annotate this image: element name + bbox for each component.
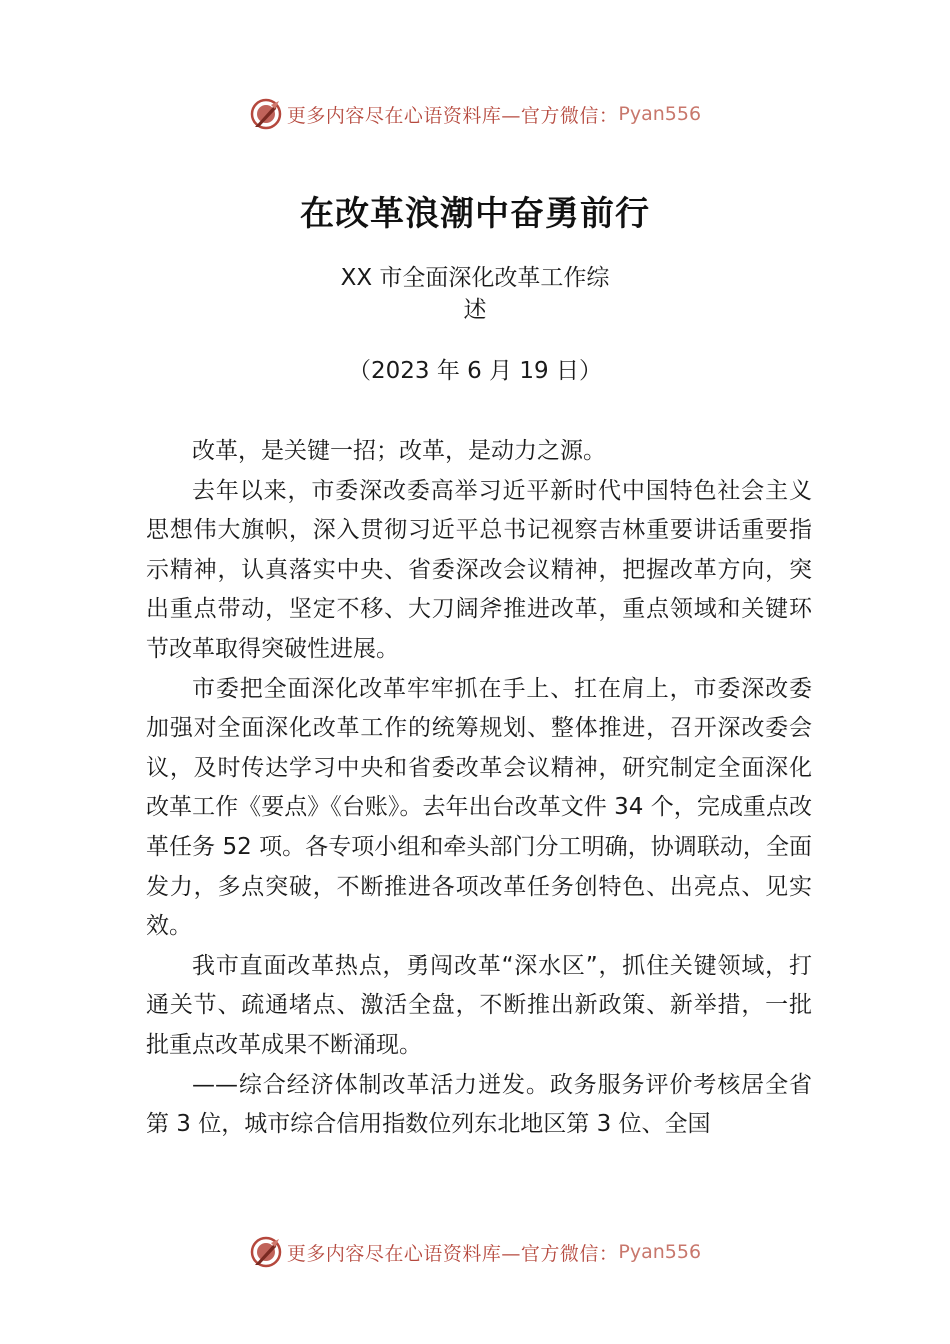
- watermark-wechat-id: Pyan556: [618, 1241, 702, 1263]
- seal-pen-logo-icon: [249, 97, 283, 131]
- subtitle-line-2: 述: [463, 297, 487, 323]
- paragraph: ——综合经济体制改革活力迸发。政务服务评价考核居全省第 3 位，城市综合信用指数位列东北地区第 3 位、全国: [146, 1071, 812, 1138]
- paragraph: 改革，是关键一招；改革，是动力之源。: [192, 438, 606, 464]
- watermark-text: 更多内容尽在心语资料库—官方微信：: [286, 1242, 619, 1265]
- watermark-wechat-id: Pyan556: [618, 103, 702, 125]
- watermark-banner-bottom: [0, 1232, 950, 1272]
- document-date: （2023 年 6 月 19 日）: [348, 358, 602, 384]
- document-subtitle: [0, 262, 950, 326]
- paragraph: 市委把全面深化改革牢牢抓在手上、扛在肩上，市委深改委加强对全面深化改革工作的统筹规划、整体推进，召开深改委会议，及时传达学习中央和省委改革会议精神，研究制定全面深化改革工作《要点》《台账》。去年出台改革文件 34 个，完成重点改革任务 52 项。各专项小组和牵头部门分工明确，协调联动，全面发力，多点突破，不断推进各项改革任务创特色、出亮点、见实效。: [146, 675, 812, 940]
- document-body: [146, 432, 812, 1145]
- watermark-banner-top: [0, 94, 950, 134]
- watermark-text: 更多内容尽在心语资料库—官方微信：: [286, 104, 619, 127]
- document-title: 在改革浪潮中奋勇前行: [300, 194, 650, 234]
- subtitle-line-1: XX 市全面深化改革工作综: [340, 265, 610, 291]
- paragraph: 我市直面改革热点，勇闯改革“深水区”，抓住关键领域，打通关节、疏通堵点、激活全盘，不断推出新政策、新举措，一批批重点改革成果不断涌现。: [146, 952, 812, 1058]
- seal-pen-logo-icon: [249, 1235, 283, 1269]
- paragraph: 去年以来，市委深改委高举习近平新时代中国特色社会主义思想伟大旗帜，深入贯彻习近平总书记视察吉林重要讲话重要指示精神，认真落实中央、省委深改会议精神，把握改革方向，突出重点带动，坚定不移、大刀阔斧推进改革，重点领域和关键环节改革取得突破性进展。: [146, 477, 812, 662]
